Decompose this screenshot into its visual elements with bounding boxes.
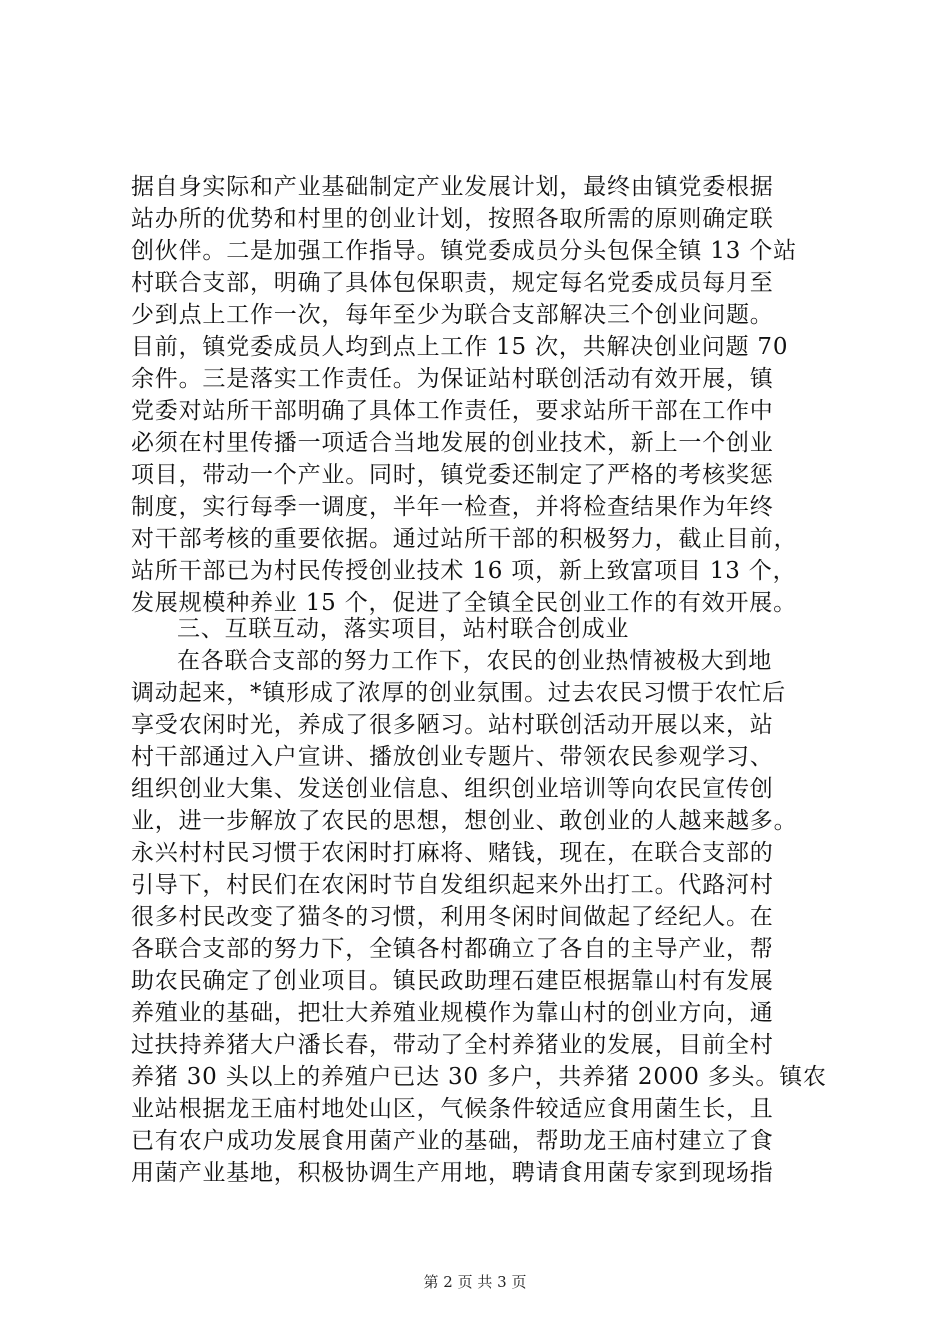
paragraph-1 bbox=[131, 171, 831, 619]
section-heading: 三、互联互动，落实项目，站村联合创成业 bbox=[177, 616, 630, 642]
text-line: 必须在村里传播一项适合当地发展的创业技术，新上一个创业 bbox=[131, 430, 774, 456]
text-line: 站办所的优势和村里的创业计划，按照各取所需的原则确定联 bbox=[131, 206, 774, 232]
text-line: 养殖业的基础，把壮大养殖业规模作为靠山村的创业方向，通 bbox=[131, 1000, 774, 1026]
text-line: 据自身实际和产业基础制定产业发展计划，最终由镇党委根据 bbox=[131, 174, 774, 200]
text-line: 制度，实行每季一调度，半年一检查，并将检查结果作为年终 bbox=[131, 494, 774, 520]
text-line: 在各联合支部的努力工作下，农民的创业热情被极大到地 bbox=[177, 648, 772, 674]
text-line: 业，进一步解放了农民的思想，想创业、敢创业的人越来越多。 bbox=[131, 808, 798, 834]
text-line: 享受农闲时光，养成了很多陋习。站村联创活动开展以来，站 bbox=[131, 712, 774, 738]
text-line: 调动起来，*镇形成了浓厚的创业氛围。过去农民习惯于农忙后 bbox=[131, 680, 786, 706]
section-3 bbox=[131, 613, 831, 1189]
text-line: 引导下，村民们在农闲时节自发组织起来外出打工。代路河村 bbox=[131, 872, 774, 898]
text-line: 项目，带动一个产业。同时，镇党委还制定了严格的考核奖惩 bbox=[131, 462, 774, 488]
text-line: 养猪 30 头以上的养殖户已达 30 多户，共养猪 2000 多头。镇农 bbox=[131, 1064, 827, 1090]
text-line: 很多村民改变了猫冬的习惯，利用冬闲时间做起了经纪人。在 bbox=[131, 904, 774, 930]
text-line: 过扶持养猪大户潘长春，带动了全村养猪业的发展，目前全村 bbox=[131, 1032, 774, 1058]
text-line: 站所干部已为村民传授创业技术 16 项，新上致富项目 13 个， bbox=[131, 558, 797, 584]
text-line: 余件。三是落实工作责任。为保证站村联创活动有效开展，镇 bbox=[131, 366, 774, 392]
text-line: 村联合支部，明确了具体包保职责，规定每名党委成员每月至 bbox=[131, 270, 774, 296]
text-line: 用菌产业基地，积极协调生产用地，聘请食用菌专家到现场指 bbox=[131, 1160, 774, 1186]
text-line: 少到点上工作一次，每年至少为联合支部解决三个创业问题。 bbox=[131, 302, 774, 328]
text-line: 各联合支部的努力下，全镇各村都确立了各自的主导产业，帮 bbox=[131, 936, 774, 962]
page-number-footer: 第 2 页 共 3 页 bbox=[423, 1273, 527, 1291]
text-line: 永兴村村民习惯于农闲时打麻将、赌钱，现在，在联合支部的 bbox=[131, 840, 774, 866]
text-line: 发展规模种养业 15 个，促进了全镇全民创业工作的有效开展。 bbox=[131, 590, 797, 616]
text-line: 已有农户成功发展食用菌产业的基础，帮助龙王庙村建立了食 bbox=[131, 1128, 774, 1154]
text-line: 业站根据龙王庙村地处山区，气候条件较适应食用菌生长，且 bbox=[131, 1096, 774, 1122]
text-line: 组织创业大集、发送创业信息、组织创业培训等向农民宣传创 bbox=[131, 776, 774, 802]
text-line: 助农民确定了创业项目。镇民政助理石建臣根据靠山村有发展 bbox=[131, 968, 774, 994]
text-line: 村干部通过入户宣讲、播放创业专题片、带领农民参观学习、 bbox=[131, 744, 774, 770]
text-line: 目前，镇党委成员人均到点上工作 15 次，共解决创业问题 70 bbox=[131, 334, 789, 360]
text-line: 创伙伴。二是加强工作指导。镇党委成员分头包保全镇 13 个站 bbox=[131, 238, 797, 264]
text-line: 党委对站所干部明确了具体工作责任，要求站所干部在工作中 bbox=[131, 398, 774, 424]
text-line: 对干部考核的重要依据。通过站所干部的积极努力，截止目前， bbox=[131, 526, 798, 552]
